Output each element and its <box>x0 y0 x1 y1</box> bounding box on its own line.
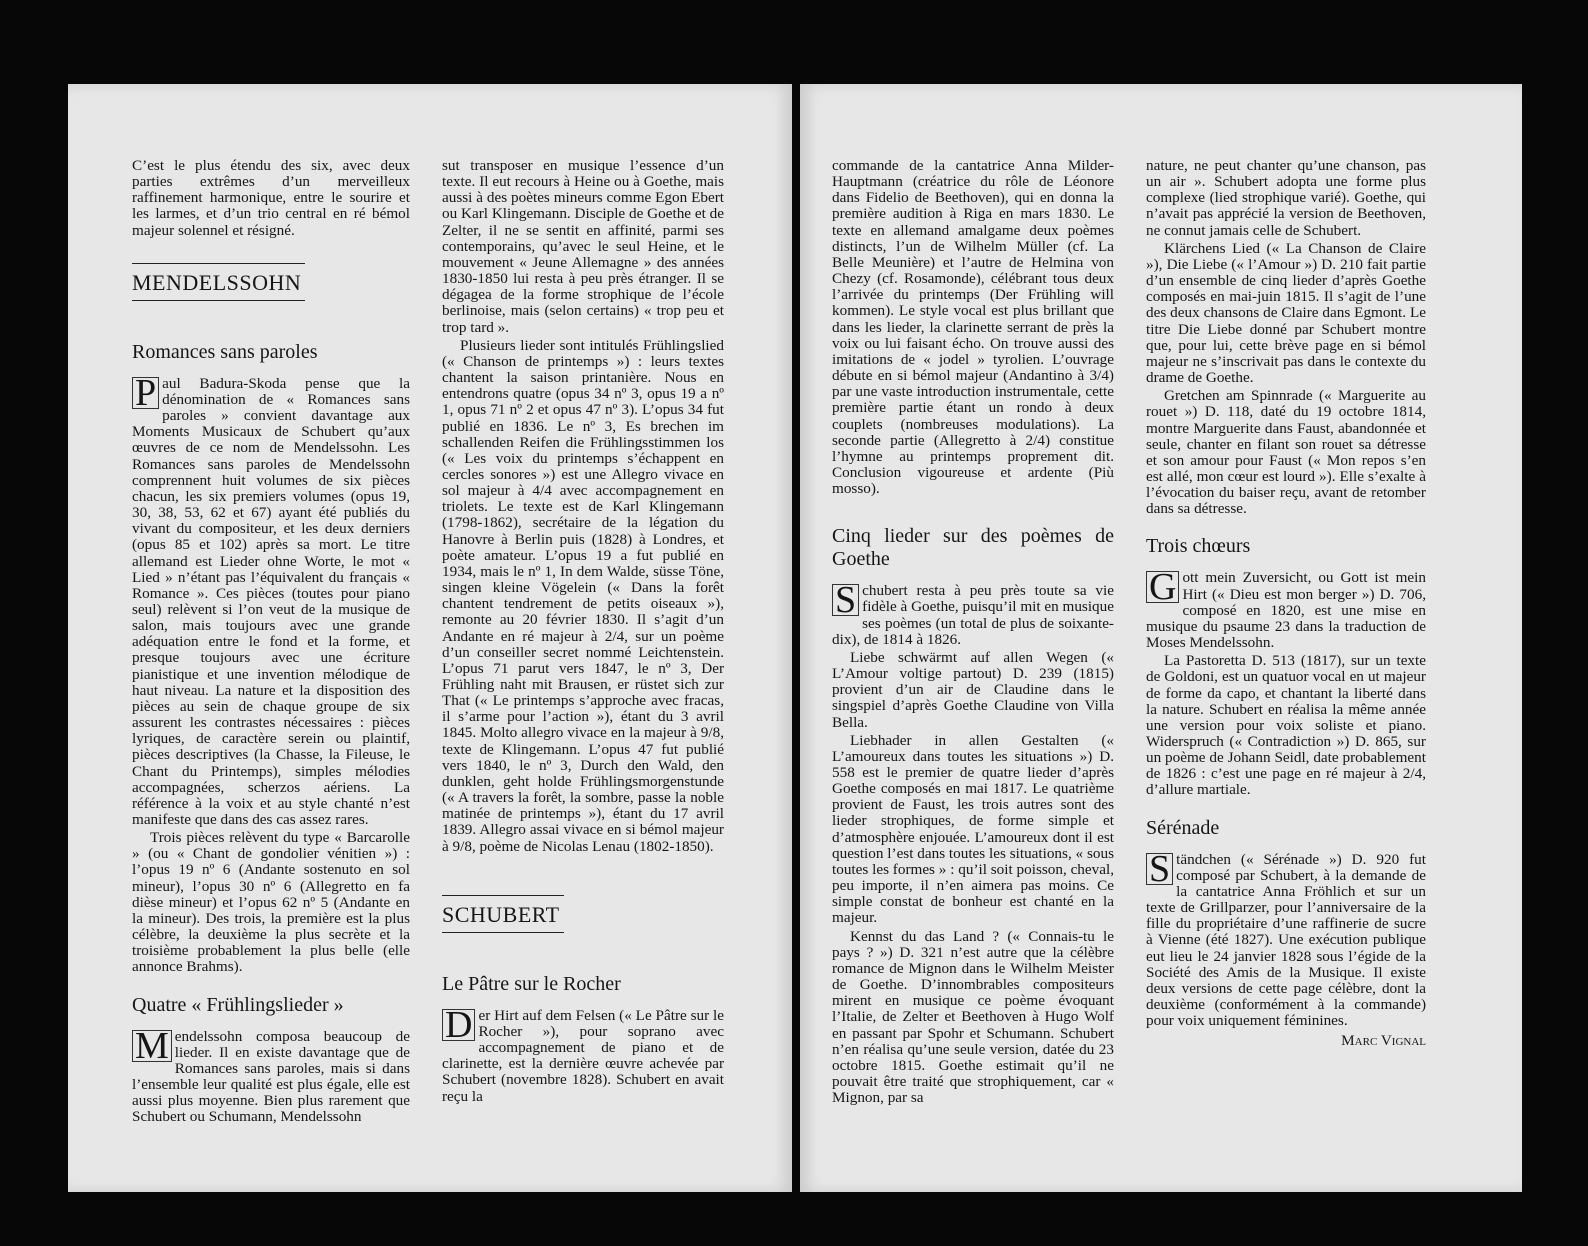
goethe-paragraph-3: Gretchen am Spinnrade (« Marguerite au rouet ») D. 118, daté du 19 octobre 1814, montre Marguerite dans Faust, abandonnée et seule, chanter en filant son rouet sa détresse et son amour pour Faust (« Mon repos s’en est allé, mon cœur est lourd »). Elle s’exalte à l’évocation du baiser reçu, avant de retomber dans sa détresse. <box>1146 387 1426 518</box>
cinq-paragraph-3: Liebhader in allen Gestalten (« L’amoureux dans toutes les situations ») D. 558 est le premier de quatre lieder d’après Goethe composés en mai 1817. Le quatrième provient de Faust, les trois autres sont des lieder strophiques, de forme simple et d’atmosphère enjouée. L’amoureux dont il est question l’est dans toutes les situations, « sous toutes les formes » : qu’il soit poisson, cheval, peu importe, il n’en aimera pas moins. Ce simple constat de bonheur est chanté en la majeur. <box>832 731 1114 927</box>
right-column-1 <box>832 158 1114 1108</box>
heading-patre: Le Pâtre sur le Rocher <box>442 972 621 995</box>
trois-paragraph-1: G ott mein Zuversicht, ou Gott ist mein Hirt (« Dieu est mon berger ») D. 706, composé en 1820, est une mise en musique du psaume 23 dans la traduction de Moses Mendelssohn. <box>1146 566 1426 652</box>
cinq-paragraph-2: Liebe schwärmt auf allen Wegen (« L’Amour voltige partout) D. 239 (1815) provient d’un air de Claudine dans le singspiel d’après Goethe Claudine von Villa Bella. <box>832 648 1114 731</box>
goethe-paragraph-2: Klärchens Lied (« La Chanson de Claire »), Die Liebe (« l’Amour ») D. 210 fait partie d’un ensemble de cinq lieder d’après Goethe composés en mai-juin 1815. Il s’agit de l’une des deux chansons de Claire dans Egmont. Le titre Die Liebe donné par Schubert montre que, pour lui, cette brève page en si bémol majeur ne s’inscrivait pas dans le contexte du drame de Goethe. <box>1146 239 1426 387</box>
trois-paragraph-2: La Pastoretta D. 513 (1817), sur un texte de Goldoni, est un quatuor vocal en ut majeur de forme da capo, et chantant la liberté dans la nature. Schubert en réalisa la même année une version pour voix soliste et piano. Widerspruch (« Contradiction ») D. 865, sur un poème de Johann Seidl, date probablement de 1826 : c’est une page en ré majeur à 2/4, d’allure martiale. <box>1146 652 1426 799</box>
serenade-paragraph-1: S tändchen (« Sérénade ») D. 920 fut composé par Schubert, à la demande de la cantatrice Anna Fröhlich et sur un texte de Grillparzer, pour l’anniversaire de la fille du propriétaire d’une raffinerie de sucre à Vienne (été 1827). Une exécution publique eut lieu le 24 janvier 1828 sous l’égide de la Société des Amis de la Musique. Il existe deux versions de cette page célèbre, dont la deuxième (conformément à la commande) pour voix uniquement féminines. <box>1146 847 1426 1030</box>
heading-romances: Romances sans paroles <box>132 340 318 363</box>
patre-paragraph-1: D er Hirt auf dem Felsen (« Le Pâtre sur le Rocher »), pour soprano avec accompagnement de piano et de clarinette, est la dernière œuvre achevée par Schubert (novembre 1828). Schubert en avait reçu la <box>442 1003 724 1105</box>
intro-paragraph: C’est le plus étendu des six, avec deux parties extrêmes d’un merveilleux raffinement harmonique, entre le sourire et les larmes, et d’un trio central en ré bémol majeur solennel et résigné. <box>132 157 410 239</box>
lieder-paragraph-1: sut transposer en musique l’essence d’un texte. Il eut recours à Heine ou à Goethe, mais aussi à des poètes mineurs comme Egon Ebert ou Karl Klingemann. Disciple de Goethe et de Zelter, il ne se sentit en affinité, parmi ses contemporains, qu’avec le seul Heine, et le mouvement « Jeune Allemagne » des années 1830-1850 lui resta à peu près étranger. Il se dégagea de la forme strophique de l’école berlinoise, mais (selon certains) « trop peu et trop tard ». <box>442 157 724 336</box>
patre-continued-paragraph: commande de la cantatrice Anna Milder-Hauptmann (créatrice du rôle de Léonore dans Fidelio de Beethoven), qui en donna la première audition à Riga en mars 1830. Le texte en allemand amalgame deux poèmes distincts, l’un de Wilhelm Müller (cf. La Belle Meunière) et l’autre de Helmina von Chezy (cf. Rosamonde), célébrant tous deux l’arrivée du printemps (Der Frühling will kommen). Le style vocal est plus brillant que dans les lieder, la clarinette serrant de près la voix ou lui faisant écho. On trouve aussi des imitations de « jodel » tyrolien. L’ouvrage débute en si bémol majeur (Andantino à 3/4) par une vaste introduction instrumentale, cette première partie étant un rondo à deux couplets (nombreuses modulations). La seconde partie (Allegretto à 2/4) constitue l’hymne au printemps proprement dit. Conclusion vigoureuse et ardente (Più mosso). <box>832 157 1114 498</box>
drop-cap-m: M <box>132 1030 172 1062</box>
section-title-mendelssohn: MENDELSSOHN <box>132 263 305 301</box>
heading-trois-choeurs: Trois chœurs <box>1146 535 1251 558</box>
section-title-schubert: SCHUBERT <box>442 895 564 933</box>
drop-cap-s: S <box>832 584 859 616</box>
goethe-paragraph-1: nature, ne peut chanter qu’une chanson, pas un air ». Schubert adopta une forme plus complexe (lied strophique varié). Goethe, qui n’avait pas apprécié la version de Beethoven, ne connut jamais celle de Schubert. <box>1146 157 1426 239</box>
romances-paragraph-1: P aul Badura-Skoda pense que la dénomination de « Romances sans paroles » convient davantage aux Moments Musicaux de Schubert qu’aux œuvres de ce nom de Mendelssohn. Les Romances sans paroles de Mendelssohn comprennent huit volumes de six pièces chacun, les six premiers volumes (opus 19, 30, 38, 53, 62 et 67) ayant été publiés du vivant du compositeur, et les deux derniers (opus 85 et 102) après sa mort. Le titre allemand est Lieder ohne Worte, le mot « Lied » n’étant pas l’équivalent du français « Romance ». Ces pièces (toutes pour piano seul) relèvent si l’on veut de la musique de salon, mais toujours avec une grande adéquation entre le fond et la forme, et presque toujours avec une écriture pianistique et une invention mélodique de haut niveau. La nature et la disposition des pièces au sein de chaque groupe de six assurent les contrastes nécessaires : pièces lyriques, de caractère serein ou plaintif, pièces descriptives (la Chasse, la Fileuse, le Chant du Printemps), simples mélodies accompagnées, scherzos aériens. La référence à la voix et au style chanté n’est manifeste que dans des cas assez rares. <box>132 371 410 828</box>
heading-cinq-lieder: Cinq lieder sur des poèmes de Goethe <box>832 525 1114 571</box>
right-page <box>800 84 1522 1192</box>
right-column-2 <box>1146 158 1426 1050</box>
cinq-paragraph-4: Kennst du das Land ? (« Connais-tu le pays ? ») D. 321 n’est autre que la célèbre romance de Mignon dans le Wilhelm Meister de Goethe. D’innombrables compositeurs mirent en musique ce poème évoquant l’Italie, de Zelter et Beethoven à Hugo Wolf en passant par Spohr et Schumann. Schubert n’en réalisa qu’une seule version, datée du 23 octobre 1815. Goethe estimait qu’il ne pouvait être traité que strophiquement, car « Mignon, par sa <box>832 927 1114 1107</box>
author-signature: Marc Vignal <box>1341 1032 1426 1050</box>
drop-cap-s2: S <box>1146 853 1173 885</box>
lieder-paragraph-2: Plusieurs lieder sont intitulés Frühlingslied (« Chanson de printemps ») : leurs textes chantent la saison printanière. Nous en entendrons quatre (opus 34 nº 3, opus 19 a nº 1, opus 71 nº 2 et opus 47 nº 3). L’opus 34 fut publié en 1836. Le nº 3, Es brechen im schallenden Reifen die Frühlingsstimmen los (« Les voix du printemps s’échappent en cercles sonores ») est une Allegro vivace en sol majeur à 4/4 avec accompagnement en triolets. Le texte est de Karl Klingemann (1798-1862), secrétaire de la légation du Hanovre à Berlin puis (1828) à Londres, et poète amateur. L’opus 19 a fut publié en 1934, mais le nº 1, In dem Walde, süsse Töne, singen kleine Vögelein (« Dans la forêt chantent tendrement de petits oiseaux »), remonte au 20 février 1830. Il s’agit d’un Andante en ré majeur à 2/4, sur un poème d’un conseiller secret nommé Leichtenstein. L’opus 71 parut vers 1847, le nº 3, Der Frühling naht mit Brausen, er rüstet sich zur That (« Le printemps s’approche avec fracas, il s’arme pour l’action »), étant du 3 avril 1845. Molto allegro vivace en la majeur à 9/8, texte de Klingemann. L’opus 47 fut publié vers 1840, le nº 3, Durch den Wald, den dunklen, geht holde Frühlingsmorgenstunde (« A travers la forêt, la sombre, passe la noble matinée de printemps »), étant du 17 avril 1839. Allegro assai vivace en si bémol majeur à 9/8, poème de Nicolas Lenau (1802-1850). <box>442 336 724 855</box>
drop-cap-p: P <box>132 377 159 409</box>
left-page <box>68 84 792 1192</box>
romances-paragraph-2: Trois pièces relèvent du type « Barcarolle » (ou « Chant de gondolier vénitien ») : l’opus 19 nº 6 (Andante sostenuto en sol mineur), l’opus 30 nº 6 (Allegretto en fa dièse mineur) et l’opus 62 nº 5 (Andante en la mineur). Des trois, la première est la plus célèbre, la deuxième la plus secrète et la troisième probablement la plus belle (elle annonce Brahms). <box>132 829 410 976</box>
drop-cap-g: G <box>1146 571 1179 603</box>
heading-serenade: Sérénade <box>1146 816 1220 839</box>
left-column-2 <box>442 158 724 1107</box>
cinq-paragraph-1: S chubert resta à peu près toute sa vie fidèle à Goethe, puisqu’il mit en musique ses poèmes (un total de plus de soixante-dix), de 1814 à 1826. <box>832 579 1114 648</box>
quatre-paragraph-1: M endelssohn composa beaucoup de lieder. Il en existe davantage que de Romances sans paroles, mais si dans l’ensemble leur qualité est plus égale, elle est aussi plus moyenne. Bien plus rarement que Schubert ou Schumann, Mendelssohn <box>132 1024 410 1126</box>
left-column-1 <box>132 158 410 1128</box>
drop-cap-d: D <box>442 1009 475 1041</box>
heading-quatre-fruhlingslieder: Quatre « Frühlingslieder » <box>132 993 344 1016</box>
